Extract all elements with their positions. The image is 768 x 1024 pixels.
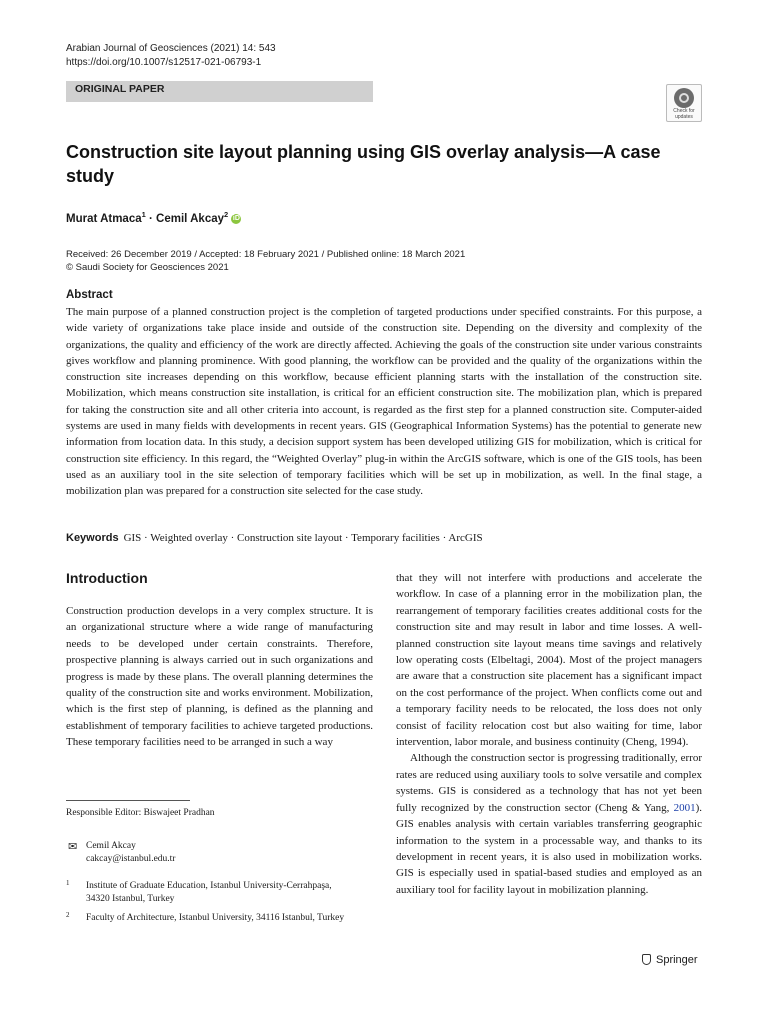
footnote-divider xyxy=(66,800,190,801)
intro-right-column xyxy=(396,570,702,898)
author-list xyxy=(66,207,241,227)
author-name[interactable]: Cemil Akcay xyxy=(156,212,225,225)
introduction-heading: Introduction xyxy=(66,570,148,586)
corresponding-author xyxy=(86,840,175,866)
contact-name: Cemil Akcay xyxy=(86,841,136,851)
journal-citation xyxy=(66,42,276,70)
publisher-logo xyxy=(642,953,698,967)
affiliation-number: 1 xyxy=(66,879,70,887)
orcid-icon[interactable]: iD xyxy=(232,214,240,222)
responsible-editor: Responsible Editor: Biswajeet Pradhan xyxy=(66,808,215,818)
keywords-line xyxy=(66,531,483,545)
affiliation-line: 34320 Istanbul, Turkey xyxy=(86,894,175,904)
keywords-heading: Keywords xyxy=(66,532,119,544)
check-for-updates-badge[interactable] xyxy=(666,84,702,122)
intro-paragraph: that they will not interfere with productions and accelerate the workflow. In case of a planning error in the mobilization plan, the rearrangement of temporary facilities creates additional costs for the construction site and may result in labor and time losses. A well-planned construction site layout means time savings and relatively low operating costs (Elbeltagi, 2004). Most of the project managers are aware that a construction site placement has a significant impact on the cost performance of the project. When conflicts come out and a temporary facility needs to be relocated, the loss does not only consist of facility relocation cost but also waiting for time, labor intervention, labor morale, and business continuity (Cheng, 1994). xyxy=(396,572,702,749)
article-dates xyxy=(66,248,465,274)
publication-history: Received: 26 December 2019 / Accepted: 18 February 2021 / Published online: 18 March 2021 xyxy=(66,249,466,260)
article-title: Construction site layout planning using GIS overlay analysis—A case study xyxy=(66,142,661,186)
copyright-line: © Saudi Society for Geosciences 2021 xyxy=(66,262,229,273)
envelope-icon: ✉ xyxy=(68,841,78,853)
section-banner: ORIGINAL PAPER xyxy=(66,81,373,102)
update-check-icon xyxy=(674,88,694,108)
publisher-name: Springer xyxy=(656,954,698,966)
intro-left-column: Construction production develops in a very complex structure. It is an organizational structure where a wide range of manufacturing needs to be developed under certain constraints. Therefore, prospective planning is always carried out in such organizations and progress is made by these plans. The overall planning determines the quality of the construction site and works environment. Mobilization, which is the first step of planning, is defined as the planning and establishment of temporary facilities to achieve targeted productions. These temporary facilities need to be arranged in such a way xyxy=(66,605,373,749)
check-updates-label: Check for updates xyxy=(673,108,695,120)
keywords-list: GIS · Weighted overlay · Construction site layout · Temporary facilities · ArcGIS xyxy=(123,532,483,544)
affiliation-line: Institute of Graduate Education, Istanbul University-Cerrahpaşa, xyxy=(86,881,332,891)
paragraph-text: ). GIS enables analysis with certain variables transferring geographic information to the system in a processable way, and thanks to its development in recent years, it is also used in mobilization works. GIS is especially used in spatial-based studies and employed as an auxiliary tool for facility layout in mobilization planning. xyxy=(396,801,702,896)
author-separator: · xyxy=(145,212,157,225)
affiliation-1 xyxy=(86,880,376,906)
intro-paragraph xyxy=(396,750,702,898)
author-affiliation-ref: 1 xyxy=(141,210,146,219)
affiliation-number: 2 xyxy=(66,911,70,919)
journal-name: Arabian Journal of Geosciences (2021) 14: 543 xyxy=(66,43,276,54)
abstract-text: The main purpose of a planned construction project is the completion of targeted productions under specified constraints. For this purpose, a wide variety of organizations take place inside and outside of the construction site. Depending on the diversity and complexity of the organizations, the quality and efficiency of the work are directly affected. Achieving the goals of the construction site under various constraints gives workflow and planning prominence. With good planning, the workflow can be provided and the quality of the organizations within the construction site increases depending on this workflow, because efficient planning starts with the installation of the construction site. Mobilization, which means construction site installation, is critical for an efficient construction site. The mobilization plan, which is prepared for taking the construction site and all other criteria into account, is regarded as the first step for a planned construction site. Computer-aided systems are used in many fields with developments in recent years. GIS (Geographical Information Systems) has the potential to generate new information from location data. In this study, a decision support system has been developed utilizing GIS for mobilization, which is critical for construction site efficiency. In this regard, the “Weighted Overlay” plug-in within the ArcGIS software, which is one of the GIS tools, has been used as an auxiliary tool in the site selection of temporary facilities which will be set up in mobilization, as well. In the final stage, a mobilization plan was prepared for a construction site selected for the case study. xyxy=(66,306,702,498)
doi-link[interactable]: https://doi.org/10.1007/s12517-021-06793-1 xyxy=(66,57,262,68)
author-name[interactable]: Murat Atmaca xyxy=(66,212,142,225)
springer-horse-icon xyxy=(642,954,651,965)
citation-link[interactable]: 2001 xyxy=(673,801,696,814)
paragraph-text: Although the construction sector is progressing traditionally, error rates are reduced using auxiliary tools to solve versatile and complex systems. GIS is considered as a technology that has not yet been fully recognized by the construction sector (Cheng & Yang, xyxy=(396,752,702,814)
author-affiliation-ref: 2 xyxy=(224,210,229,219)
abstract-heading: Abstract xyxy=(66,289,113,301)
contact-email[interactable]: cakcay@istanbul.edu.tr xyxy=(86,854,176,864)
affiliation-2: Faculty of Architecture, Istanbul University, 34116 Istanbul, Turkey xyxy=(86,913,345,923)
